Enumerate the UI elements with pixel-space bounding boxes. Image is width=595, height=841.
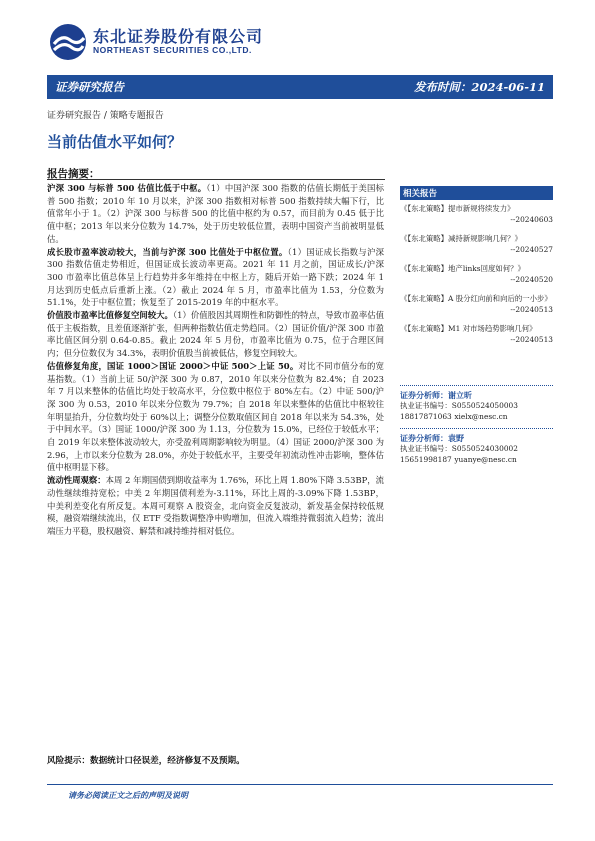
abstract-paragraph: [47, 360, 384, 474]
publish-date: 发布时间：2024-06-11: [413, 80, 545, 94]
related-report-date: --20240520: [510, 275, 553, 284]
paragraph-text: （1）国证成长指数与沪深 300 指数估值走势相近，但国证成长波动率更高。2021 年 11 月之前，国证成长/沪深 300 市盈率比值总体呈上行趋势并多年维持在中枢上方，随后开始一路下跌；2024 年 1 月达到历史低点后重新上涨。（2）截止 2024 年 5 月，市盈率比值为 1.53，分位数为 51.1%，处于中枢位置；恢复至了 2015-2019 年的中枢水平。: [47, 246, 385, 308]
related-report-item[interactable]: [400, 233, 553, 255]
analyst-name: 袁野: [448, 433, 464, 443]
header-bar: [47, 75, 553, 99]
related-report-title: 《【东北策略】M1 对市场趋势影响几何》: [400, 324, 537, 333]
logo-emblem-icon: [48, 22, 88, 62]
analyst-contact: [400, 455, 553, 466]
analyst-name-line: 证券分析师：谢立昕: [400, 390, 472, 400]
paragraph-lead: 成长股市盈率波动较大，当前与沪深 300 比值处于中枢位置。: [47, 246, 288, 257]
analyst-phone: 15651998187: [400, 454, 452, 464]
related-reports-heading: 相关报告: [400, 186, 553, 200]
related-report-title: 《【东北策略】提市新规将续发力》: [400, 204, 515, 213]
analyst-section: [400, 385, 553, 471]
related-report-title: 《【东北策略】减持新规影响几何？》: [400, 234, 522, 243]
paragraph-lead: 估值修复角度，国证 1000＞国证 2000＞中证 500＞上证 50。: [47, 360, 299, 371]
logo-name-en: NORTHEAST SECURITIES CO.,LTD.: [93, 45, 252, 55]
paragraph-text: （1）价值股因其周期性和防御性的特点，导致市盈率估值低于主板指数，且差值逐渐扩张，但两种指数估值走势趋同。（2）国证价值/沪深 300 市盈率比值区间分别 0.64-0.85。截止 2024 年 5 月份，市盈率比值为 0.75，位于合理区间内；但分位数仅为 34.3%，表明价值股当前被低估，修复空间较大。: [47, 310, 384, 359]
related-report-item[interactable]: [400, 293, 553, 315]
report-type-label: 证券研究报告: [55, 80, 124, 94]
analyst-name-line: 证券分析师：袁野: [400, 433, 464, 443]
paragraph-lead: 流动性周观察：: [47, 475, 106, 486]
related-reports-list: [400, 203, 553, 353]
analyst-email[interactable]: xielx@nesc.cn: [454, 411, 508, 421]
abstract-paragraph: [47, 309, 384, 360]
footer-disclaimer: 请务必阅读正文之后的声明及说明: [68, 790, 188, 800]
page-title: 当前估值水平如何？: [47, 133, 183, 151]
company-logo: [48, 22, 278, 62]
logo-name-cn: 东北证券股份有限公司: [93, 27, 264, 46]
related-report-item[interactable]: [400, 263, 553, 285]
abstract-body: [47, 182, 384, 538]
abstract-paragraph: [47, 246, 384, 310]
related-report-date: --20240603: [510, 215, 553, 224]
paragraph-lead: 价值股市盈率比值修复空间较大。: [47, 310, 173, 321]
related-report-date: --20240513: [510, 305, 553, 314]
abstract-divider: [47, 179, 385, 180]
related-report-item[interactable]: [400, 323, 553, 345]
abstract-paragraph: [47, 182, 384, 246]
abstract-heading: 报告摘要：: [47, 168, 100, 180]
analyst-card: [400, 385, 553, 422]
related-report-date: --20240527: [510, 245, 553, 254]
analyst-contact: [400, 412, 553, 423]
paragraph-text: 对比不同市值分布的宽基指数。（1）当前上证 50/沪深 300 为 0.87，2010 年以来分位数为 82.4%；自 2023 年 7 月以来整体的估值比均处于较高水平，分位数中枢位于 80%左右。（2）中证 500/沪深 300 为 0.53，2010 年以来分位数为 79.7%；自 2018 年以来整体的估值比中枢较往年明显抬升，分位数均处于 60%以上；调整分位数取值区间自 2018 年以来为 54.3%，处于中间水平。（3）国证 1000/沪深 300 为 1.13，分位数为 15.0%，已经位于较低水平；自 2019 年以来整体波动较大，亦受盈利周期影响较为明显。（4）国证 2000/沪深 300 为 2.96，上市以来分位数为 28.0%，亦处于较低水平，主要受年初流动性冲击影响，整体估值中枢明显下移。: [47, 360, 384, 473]
related-report-item[interactable]: [400, 203, 553, 225]
paragraph-lead: 沪深 300 与标普 500 估值比低于中枢。: [47, 183, 207, 193]
paragraph-text: （1）中国沪深 300 指数的估值长期低于美国标普 500 指数；2010 年 10 月以来，沪深 300 指数相对标普 500 指数持续大幅下行，比值常年小于 1。（2）沪深 300 与标普 500 的比值中枢约为 0.57，而目前为 0.45 低于比值中枢；2013 年以来分位数为 14.7%，处于历史较低位置，表明中国资产当前被明显低估。: [47, 183, 384, 244]
risk-warning: 风险提示：数据统计口径误差，经济修复不及预期。: [47, 756, 245, 766]
breadcrumb: 证券研究报告 / 策略专题报告: [47, 111, 164, 121]
analyst-phone: 18817871063: [400, 411, 452, 421]
related-report-date: --20240513: [510, 335, 553, 344]
abstract-paragraph: [47, 474, 384, 538]
related-report-title: 《【东北策略】地产links回度如何？》: [400, 264, 525, 273]
analyst-name: 谢立昕: [448, 390, 472, 400]
analyst-email[interactable]: yuanye@nesc.cn: [454, 454, 517, 464]
analyst-cert: 执业证书编号：S0550524050003: [400, 401, 518, 410]
footer-divider: [47, 784, 553, 785]
paragraph-text: 本周 2 年期国债到期收益率为 1.76%，环比上周 1.80%下降 3.53BP，流动性继续维持宽松；中美 2 年期国债利差为-3.11%，环比上周的-3.09%下降 1.53BP，中美利差变化有所反复。本周可观察 A 股资金，北向资金反复波动，新发基金保持较低规模，融资端继续流出，仅 ETF 受指数调整净申购增加，但流入端维持微弱流入趋势；流出端压力平稳，股权融资、解禁和减持维持相对低位。: [47, 475, 384, 536]
related-report-title: 《【东北策略】A 股分红向前和向后的一小步》: [400, 294, 552, 303]
analyst-cert: 执业证书编号：S0550524030002: [400, 444, 518, 453]
analyst-card: [400, 428, 553, 465]
